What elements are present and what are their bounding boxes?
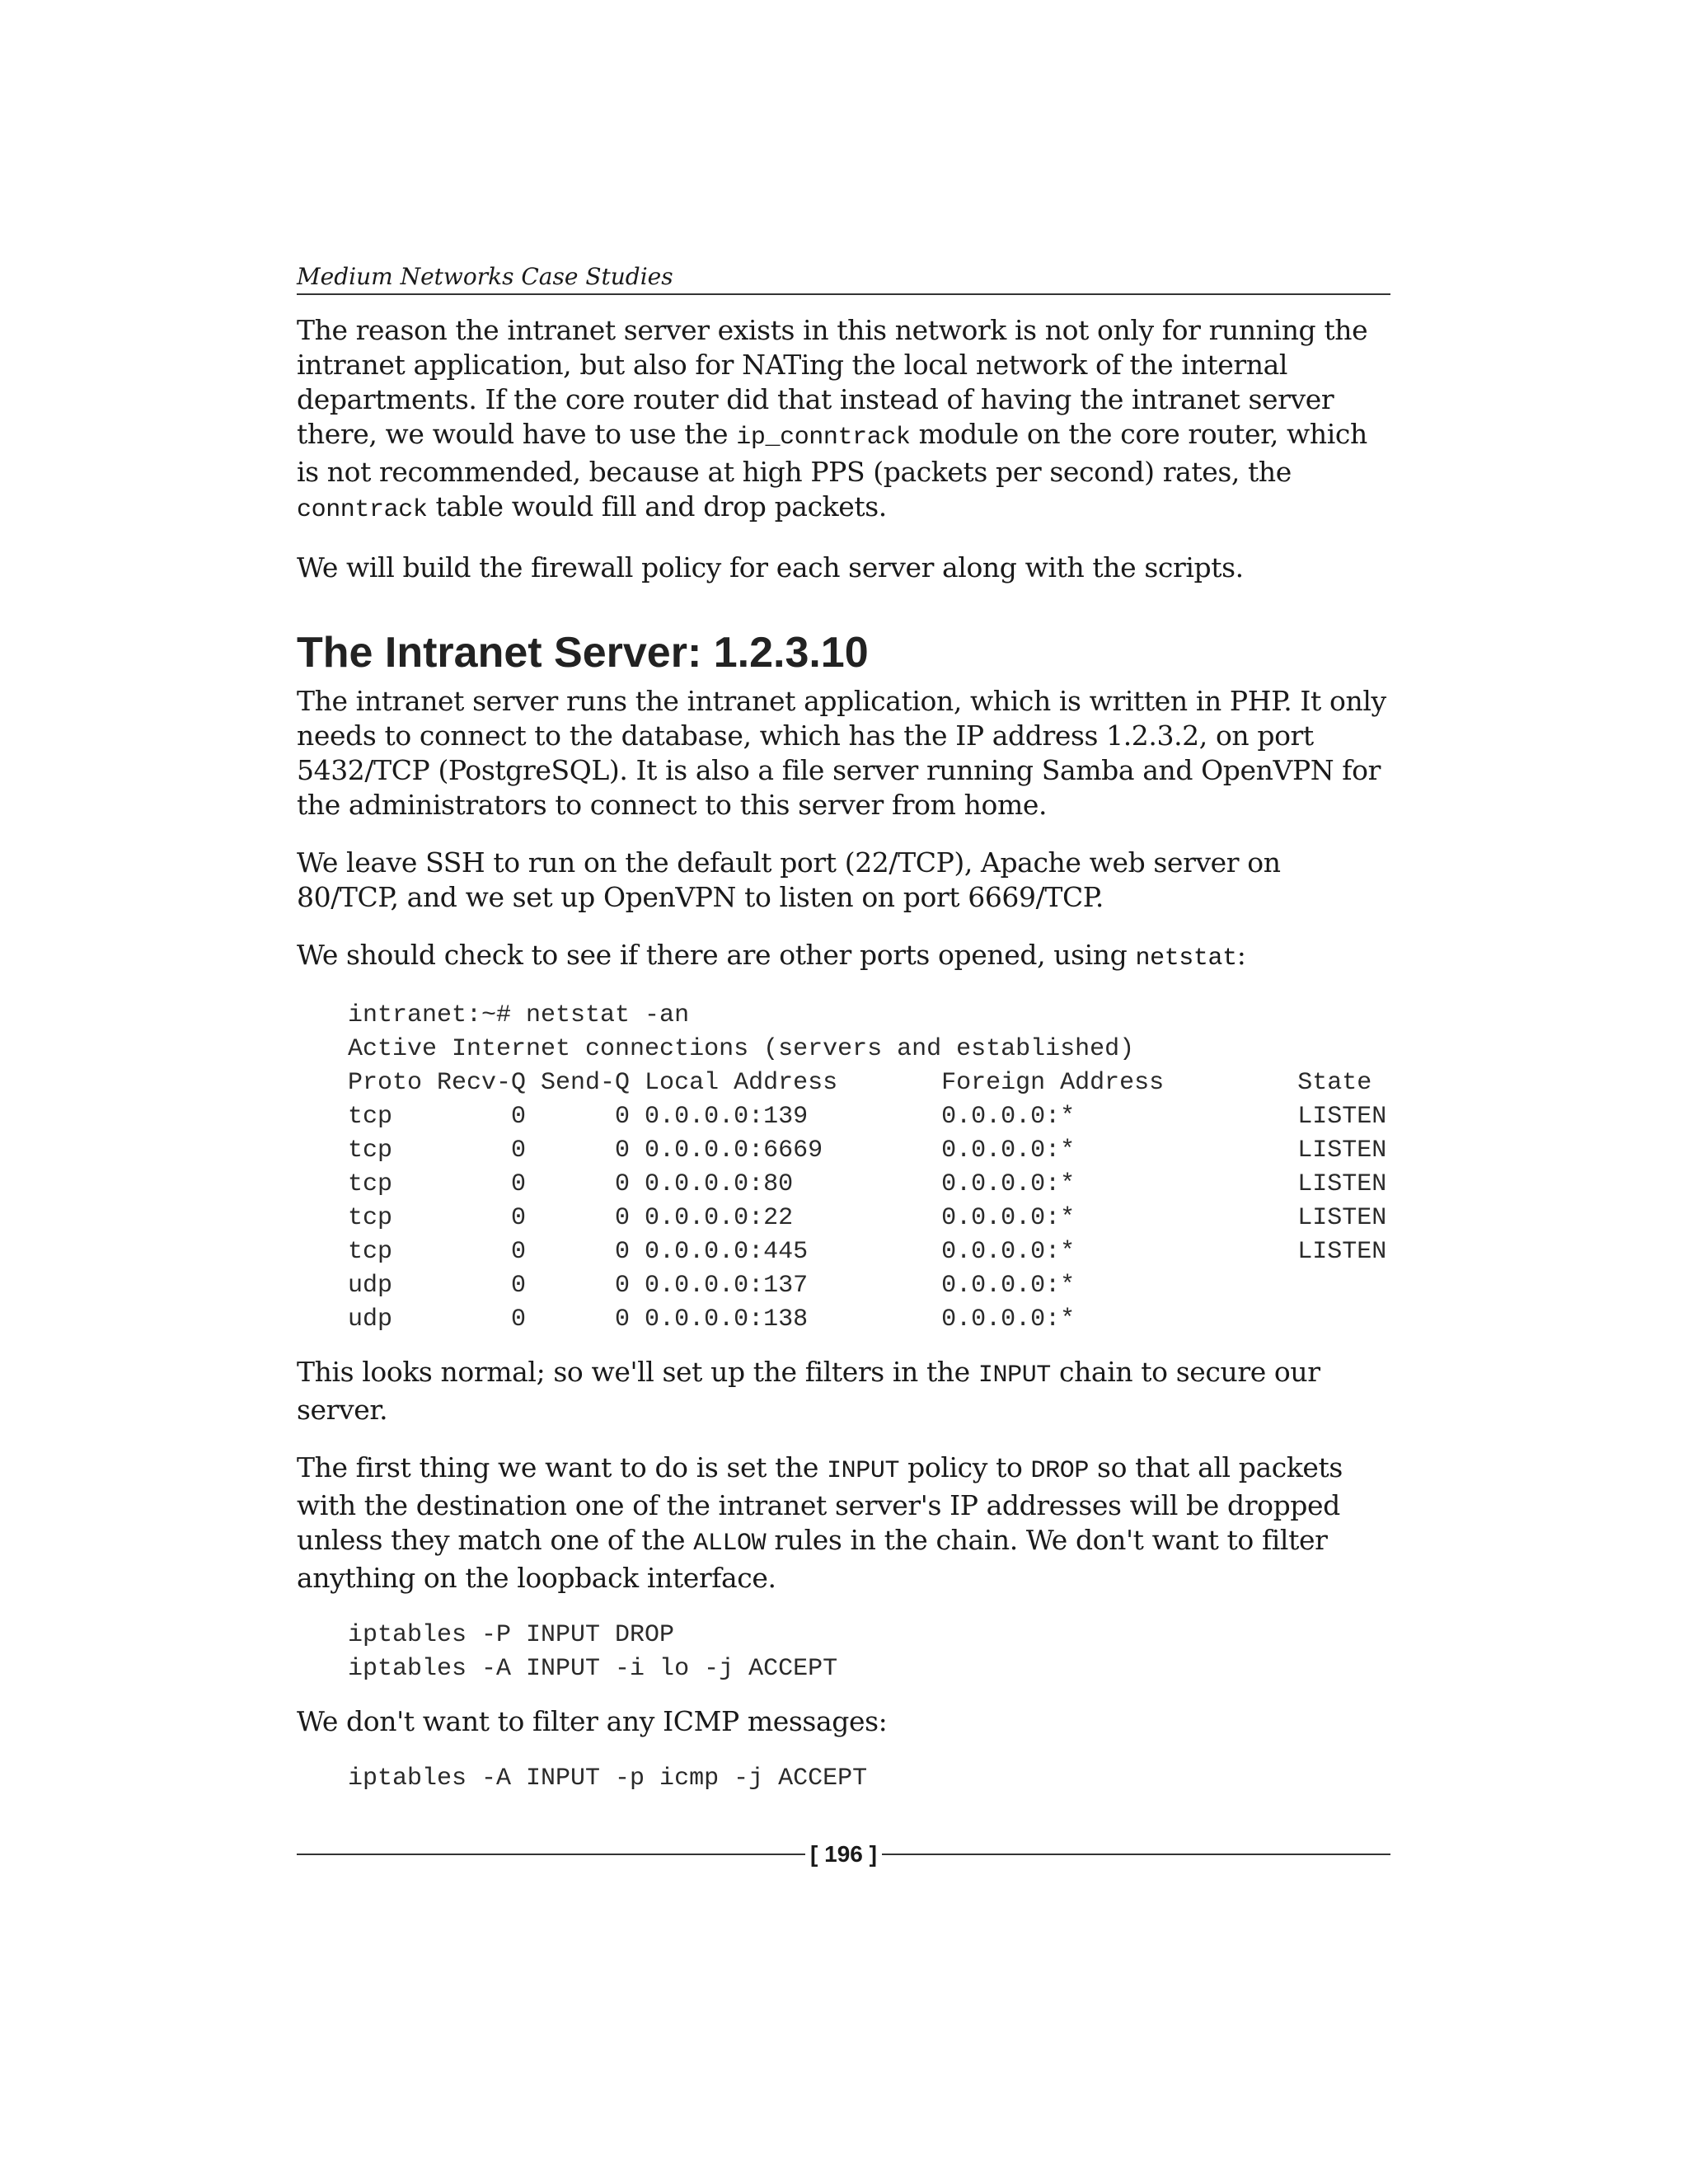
- inline-code: ip_conntrack: [736, 424, 911, 452]
- code-line: iptables -A INPUT -i lo -j ACCEPT: [348, 1655, 838, 1683]
- text-run: table would fill and drop packets.: [427, 490, 887, 523]
- code-line: tcp 0 0 0.0.0.0:139 0.0.0.0:* LISTEN: [348, 1103, 1387, 1131]
- paragraph-intranet-server: The intranet server runs the intranet application, which is written in PHP. It only needs to connect to the database, which has the IP address 1.2.3.2, on port 5432/TCP (PostgreSQL). It is also a file server running Samba and OpenVPN for the administrators to connect to this server from home.: [297, 685, 1386, 821]
- code-line: iptables -P INPUT DROP: [348, 1621, 675, 1649]
- code-block-iptables-policy: [348, 1619, 1390, 1686]
- footer-rule-right: [882, 1854, 1390, 1855]
- inline-code: INPUT: [978, 1361, 1051, 1390]
- paragraph-firewall-policy: We will build the firewall policy for each server along with the scripts.: [297, 551, 1244, 583]
- code-line: Active Internet connections (servers and established): [348, 1035, 1135, 1063]
- code-line: tcp 0 0 0.0.0.0:445 0.0.0.0:* LISTEN: [348, 1238, 1387, 1266]
- text-run: We should check to see if there are other ports opened, using: [297, 939, 1136, 971]
- paragraph-nat-reason: [297, 313, 1390, 527]
- page-number: [ 196 ]: [810, 1841, 877, 1867]
- code-line: tcp 0 0 0.0.0.0:6669 0.0.0.0:* LISTEN: [348, 1137, 1387, 1165]
- paragraph-icmp: We don't want to filter any ICMP messages:: [297, 1705, 888, 1737]
- inline-code: DROP: [1030, 1457, 1089, 1485]
- paragraph-netstat-check: [297, 938, 1390, 976]
- text-run: This looks normal; so we'll set up the filters in the: [297, 1356, 978, 1388]
- code-line: iptables -A INPUT -p icmp -j ACCEPT: [348, 1765, 868, 1793]
- code-line: udp 0 0 0.0.0.0:137 0.0.0.0:*: [348, 1272, 1076, 1300]
- inline-code: netstat: [1135, 944, 1237, 972]
- code-line: tcp 0 0 0.0.0.0:22 0.0.0.0:* LISTEN: [348, 1204, 1387, 1232]
- running-head: Medium Networks Case Studies: [297, 262, 1390, 295]
- paragraph-ports: We leave SSH to run on the default port (22/TCP), Apache web server on 80/TCP, and we set up OpenVPN to listen on port 6669/TCP.: [297, 846, 1281, 913]
- inline-code: ALLOW: [693, 1530, 767, 1558]
- footer-rule-left: [297, 1854, 805, 1855]
- text-run: policy to: [899, 1451, 1031, 1483]
- code-line: tcp 0 0 0.0.0.0:80 0.0.0.0:* LISTEN: [348, 1170, 1387, 1198]
- text-run: chain to secure our server.: [297, 1356, 1320, 1426]
- code-line: Proto Recv-Q Send-Q Local Address Foreign Address State: [348, 1069, 1372, 1097]
- page-body: [297, 313, 1390, 1814]
- text-run: module on the core router, which is not recommended, because at high PPS (packets per second) rates, the: [297, 418, 1367, 488]
- code-line: udp 0 0 0.0.0.0:138 0.0.0.0:*: [348, 1305, 1076, 1333]
- text-run: The first thing we want to do is set the: [297, 1451, 828, 1483]
- inline-code: conntrack: [297, 496, 428, 524]
- inline-code: INPUT: [827, 1457, 900, 1485]
- text-run: so that all packets with the destination one of the intranet server's IP addresses will be dropped unless they match one of the: [297, 1451, 1343, 1556]
- code-block-iptables-icmp: [348, 1762, 1390, 1796]
- text-run: The reason the intranet server exists in this network is not only for running the intranet application, but also for NATing the local network of the internal departments. If the core router did that instead of having the intranet server there, we would have to use the: [297, 314, 1368, 450]
- page-footer: [297, 1838, 1390, 1871]
- paragraph-input-policy: [297, 1451, 1390, 1596]
- text-run: :: [1236, 939, 1246, 971]
- code-block-netstat: [348, 999, 1390, 1337]
- section-heading: The Intranet Server: 1.2.3.10: [297, 629, 869, 677]
- code-line: intranet:~# netstat -an: [348, 1001, 690, 1029]
- text-run: rules in the chain. We don't want to filter anything on the loopback interface.: [297, 1524, 1328, 1594]
- paragraph-looks-normal: [297, 1355, 1390, 1427]
